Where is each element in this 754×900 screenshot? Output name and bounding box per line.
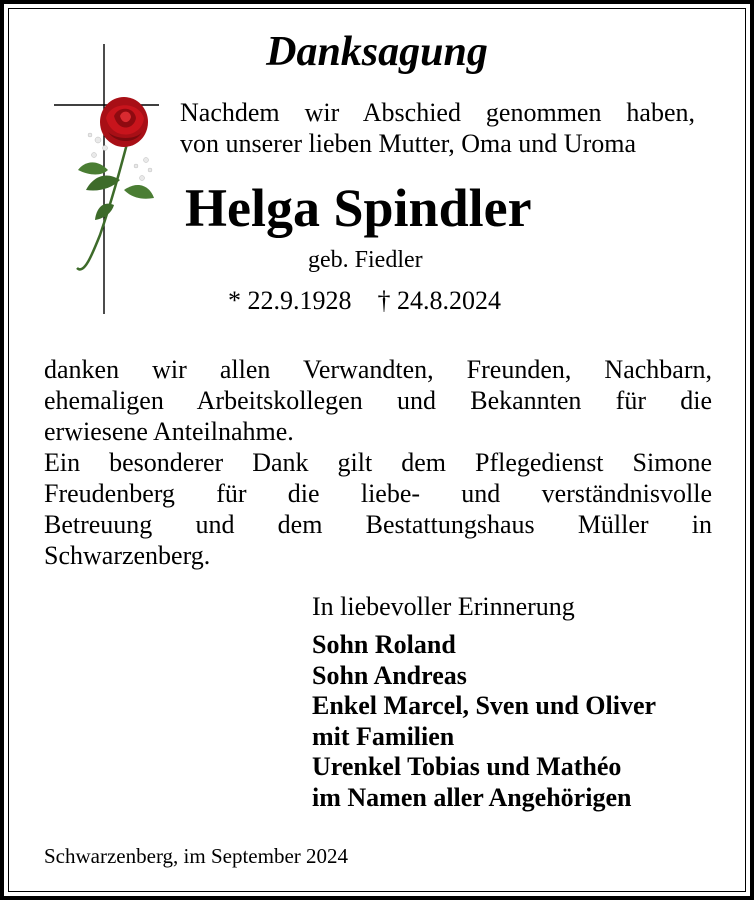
place-date: Schwarzenberg, im September 2024 xyxy=(44,844,349,868)
thanks-line: erwiesene Anteilnahme. xyxy=(44,417,294,446)
birth-date: * 22.9.1928 xyxy=(228,286,352,315)
thanks-line: danken wir allen Verwandten, Freunden, Nachbarn, xyxy=(44,355,712,384)
intro-line: Nachdem wir Abschied genommen haben, xyxy=(180,98,695,127)
notice-title: Danksagung xyxy=(266,29,488,75)
thanks-line: Betreuung und dem Bestattungshaus Müller in xyxy=(44,510,712,539)
signer: Urenkel Tobias und Mathéo xyxy=(312,752,622,781)
remembrance-line: In liebevoller Erinnerung xyxy=(312,592,575,621)
thanks-text xyxy=(44,354,712,571)
death-date: † 24.8.2024 xyxy=(377,286,501,315)
signer: Enkel Marcel, Sven und Oliver xyxy=(312,691,657,720)
life-dates xyxy=(228,286,501,316)
intro-text xyxy=(180,97,695,159)
thanks-line: ehemaligen Arbeitskollegen und Bekannten für die xyxy=(44,386,712,415)
thanks-line: Ein besonderer Dank gilt dem Pflegedienst Simone xyxy=(44,448,712,477)
intro-line: von unserer lieben Mutter, Oma und Uroma xyxy=(180,129,637,158)
signer: Sohn Andreas xyxy=(312,660,467,690)
signers-list xyxy=(312,630,656,813)
signer: Sohn Roland xyxy=(312,630,456,659)
cross-with-red-rose-icon xyxy=(50,40,165,318)
thanks-line: Schwarzenberg. xyxy=(44,541,211,570)
signer: mit Familien xyxy=(312,721,455,751)
deceased-name: Helga Spindler xyxy=(185,178,532,238)
thanks-line: Freudenberg für die liebe- und verständnisvolle xyxy=(44,479,712,508)
maiden-name: geb. Fiedler xyxy=(308,247,423,273)
signer: im Namen aller Angehörigen xyxy=(312,782,632,812)
